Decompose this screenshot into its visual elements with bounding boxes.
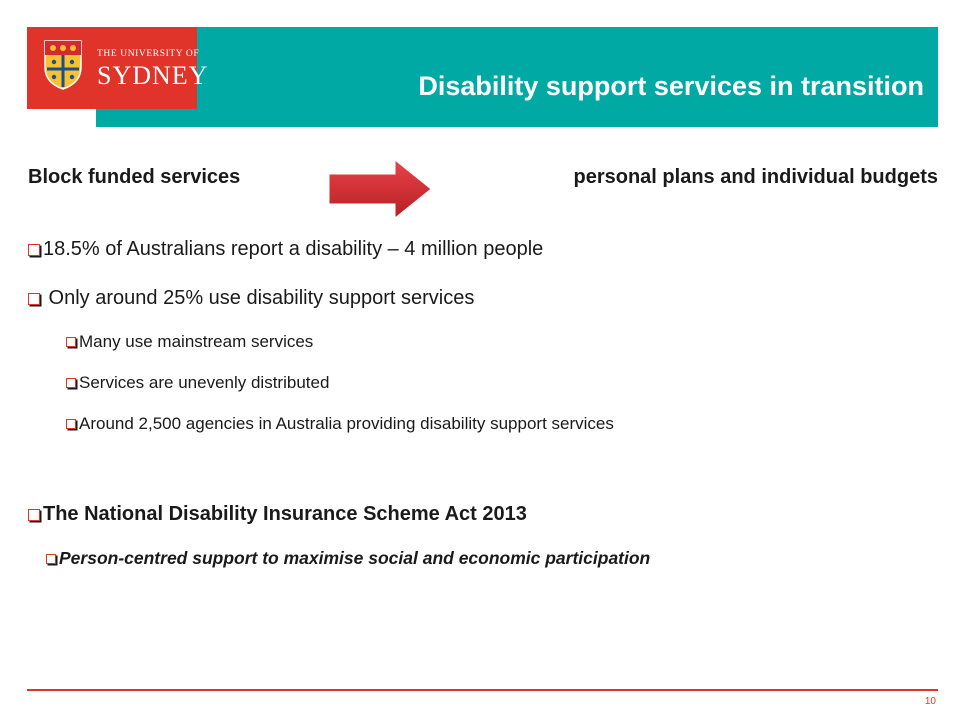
bullet-text: Only around 25% use disability support services (43, 287, 475, 309)
logo-small-text: THE UNIVERSITY OF (97, 49, 200, 59)
subtitle-left: Block funded services (28, 166, 241, 188)
checkbox-bullet-icon (46, 554, 56, 564)
checkbox-bullet-icon (66, 378, 76, 388)
university-logo (27, 27, 209, 109)
bullet-text: Services are unevenly distributed (79, 373, 330, 392)
crest-icon (43, 39, 83, 91)
checkbox-bullet-icon (66, 337, 76, 347)
slide-title: Disability support services in transition (418, 71, 924, 101)
bullet-text: Person-centred support to maximise social and economic participation (59, 548, 651, 568)
subtitle-right: personal plans and individual budgets (573, 166, 938, 188)
footer-divider (27, 689, 938, 691)
bullet-text: Many use mainstream services (79, 332, 314, 351)
right-arrow-icon (325, 158, 435, 220)
checkbox-bullet-icon (28, 293, 40, 305)
bullet-ndis-act (28, 503, 527, 526)
bullet-text: The National Disability Insurance Scheme Act 2013 (43, 503, 527, 525)
bullet-text: Around 2,500 agencies in Australia providing disability support services (79, 414, 614, 433)
sub-bullet-mainstream (66, 332, 313, 352)
checkbox-bullet-icon (28, 244, 40, 256)
page-number: 10 (924, 696, 936, 707)
checkbox-bullet-icon (66, 419, 76, 429)
sub-bullet-distribution (66, 373, 329, 393)
sub-bullet-person-centred (46, 548, 650, 569)
bullet-text: 18.5% of Australians report a disability – 4 million people (43, 238, 544, 260)
bullet-disability-rate (28, 238, 543, 261)
bullet-support-usage (28, 287, 474, 310)
checkbox-bullet-icon (28, 509, 40, 521)
logo-big-text: SYDNEY (97, 61, 209, 90)
sub-bullet-agencies (66, 414, 614, 434)
